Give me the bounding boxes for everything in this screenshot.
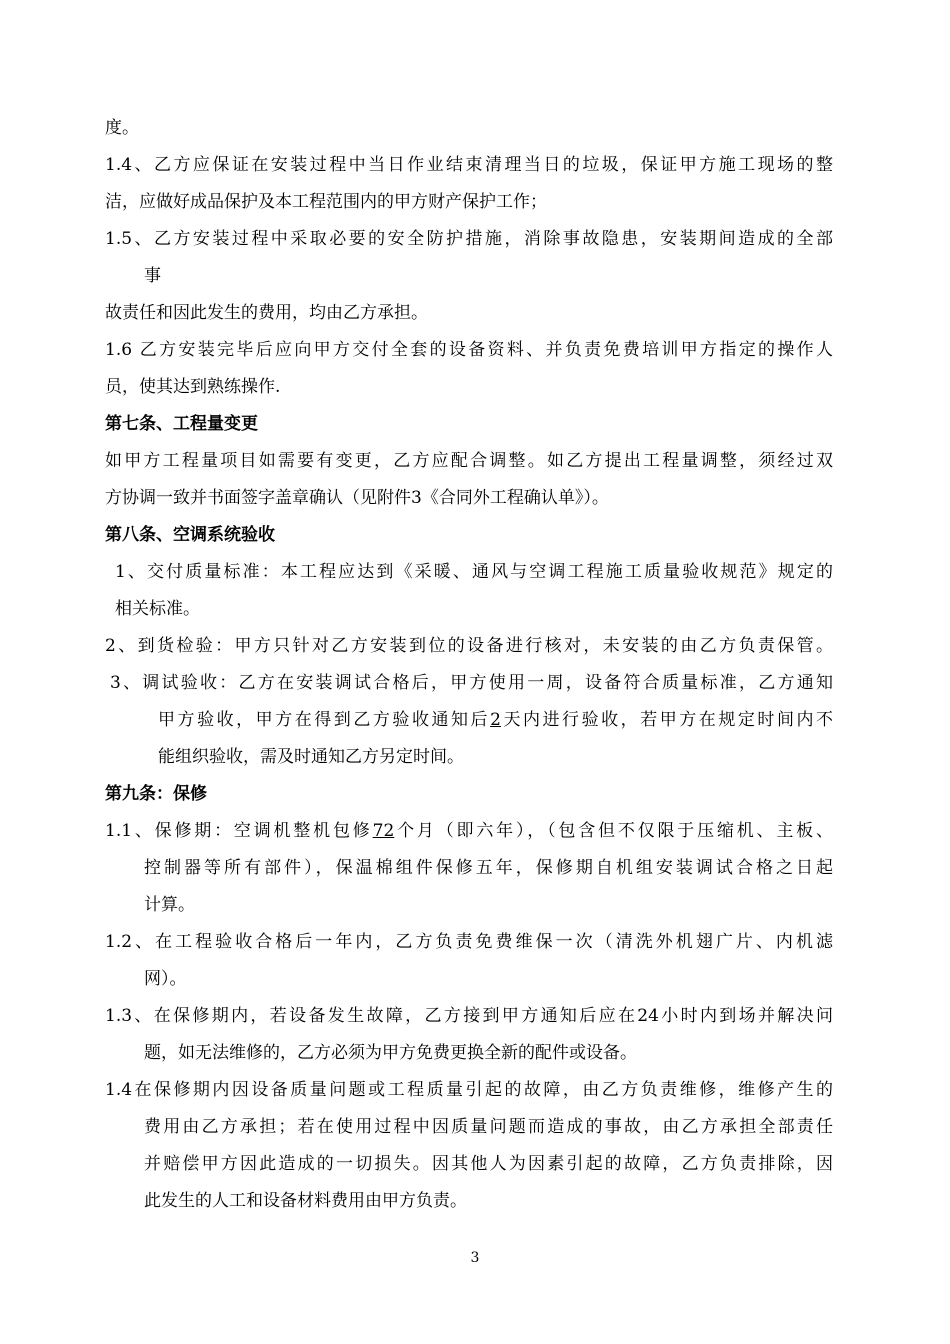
text-line: 计算。 (144, 895, 195, 915)
warranty-months: 72 (372, 821, 395, 841)
text-line: 网）。 (144, 969, 187, 989)
page-number: 3 (470, 1250, 480, 1266)
clause-1-1-warranty (105, 820, 833, 842)
clause-1-5: 1.5、乙方安装过程中采取必要的安全防护措施，消除事故隐患，安装期间造成的全部 (105, 229, 833, 249)
clause-1-6: 1.6 乙方安装完毕后应向甲方交付全套的设备资料、并负责免费培训甲方指定的操作人 (105, 340, 833, 360)
text-line: 事 (144, 266, 161, 286)
clause-1-3: 1.3、在保修期内，若设备发生故障，乙方接到甲方通知后应在24小时内到场并解决问 (105, 1006, 833, 1026)
text-line: 故责任和因此发生的费用，均由乙方承担。 (105, 303, 428, 323)
text-line: 方协调一致并书面签字盖章确认（见附件3《合同外工程确认单》）。 (105, 488, 609, 508)
section-heading-7: 第七条、工程量变更 (105, 414, 258, 434)
text-line: 费用由乙方承担；若在使用过程中因质量问题而造成的事故，由乙方承担全部责任 (144, 1117, 833, 1137)
clause-1-4: 1.4、乙方应保证在安装过程中当日作业结束清理当日的垃圾，保证甲方施工现场的整 (105, 155, 833, 175)
text-line: 相关标准。 (115, 599, 200, 619)
acceptance-days: 2 (490, 710, 501, 730)
text-line: 洁，应做好成品保护及本工程范围内的甲方财产保护工作； (105, 192, 547, 212)
text-line: 题，如无法维修的，乙方必须为甲方免费更换全新的配件或设备。 (144, 1043, 637, 1063)
text-line: 并赔偿甲方因此造成的一切损失。因其他人为因素引起的故障，乙方负责排除，因 (144, 1154, 833, 1174)
text-segment: 个月（即六年），（包含但不仅限于压缩机、主板、 (394, 821, 833, 841)
text-segment: 天内进行验收，若甲方在规定时间内不 (500, 710, 834, 730)
clause-1-2: 1.2、在工程验收合格后一年内，乙方负责免费维保一次（清洗外机翅广片、内机滤 (105, 932, 833, 952)
text-line: 度。 (105, 118, 139, 138)
section-heading-9: 第九条：保修 (105, 784, 207, 804)
text-line: 控制器等所有部件），保温棉组件保修五年，保修期自机组安装调试合格之日起 (144, 858, 833, 878)
text-line: 员，使其达到熟练操作. (105, 377, 281, 397)
item-3-acceptance: 3、调试验收：乙方在安装调试合格后，甲方使用一周，设备符合质量标准，乙方通知 (110, 673, 833, 693)
text-line: 此发生的人工和设备材料费用由甲方负责。 (144, 1191, 467, 1211)
clause-1-4-repair: 1.4在保修期内因设备质量问题或工程质量引起的故障，由乙方负责维修，维修产生的 (105, 1080, 833, 1100)
item-2-inspection: 2、到货检验：甲方只针对乙方安装到位的设备进行核对，未安装的由乙方负责保管。 (105, 636, 833, 656)
section-heading-8: 第八条、空调系统验收 (105, 525, 275, 545)
text-segment: 甲方验收，甲方在得到乙方验收通知后 (158, 710, 491, 730)
text-segment: 1.1、保修期：空调机整机包修 (105, 821, 373, 841)
text-line: 如甲方工程量项目如需要有变更，乙方应配合调整。如乙方提出工程量调整，须经过双 (105, 451, 833, 471)
text-line (158, 709, 833, 731)
text-line: 能组织验收，需及时通知乙方另定时间。 (158, 747, 464, 767)
item-1-quality: 1、交付质量标准：本工程应达到《采暖、通风与空调工程施工质量验收规范》规定的 (115, 562, 833, 582)
